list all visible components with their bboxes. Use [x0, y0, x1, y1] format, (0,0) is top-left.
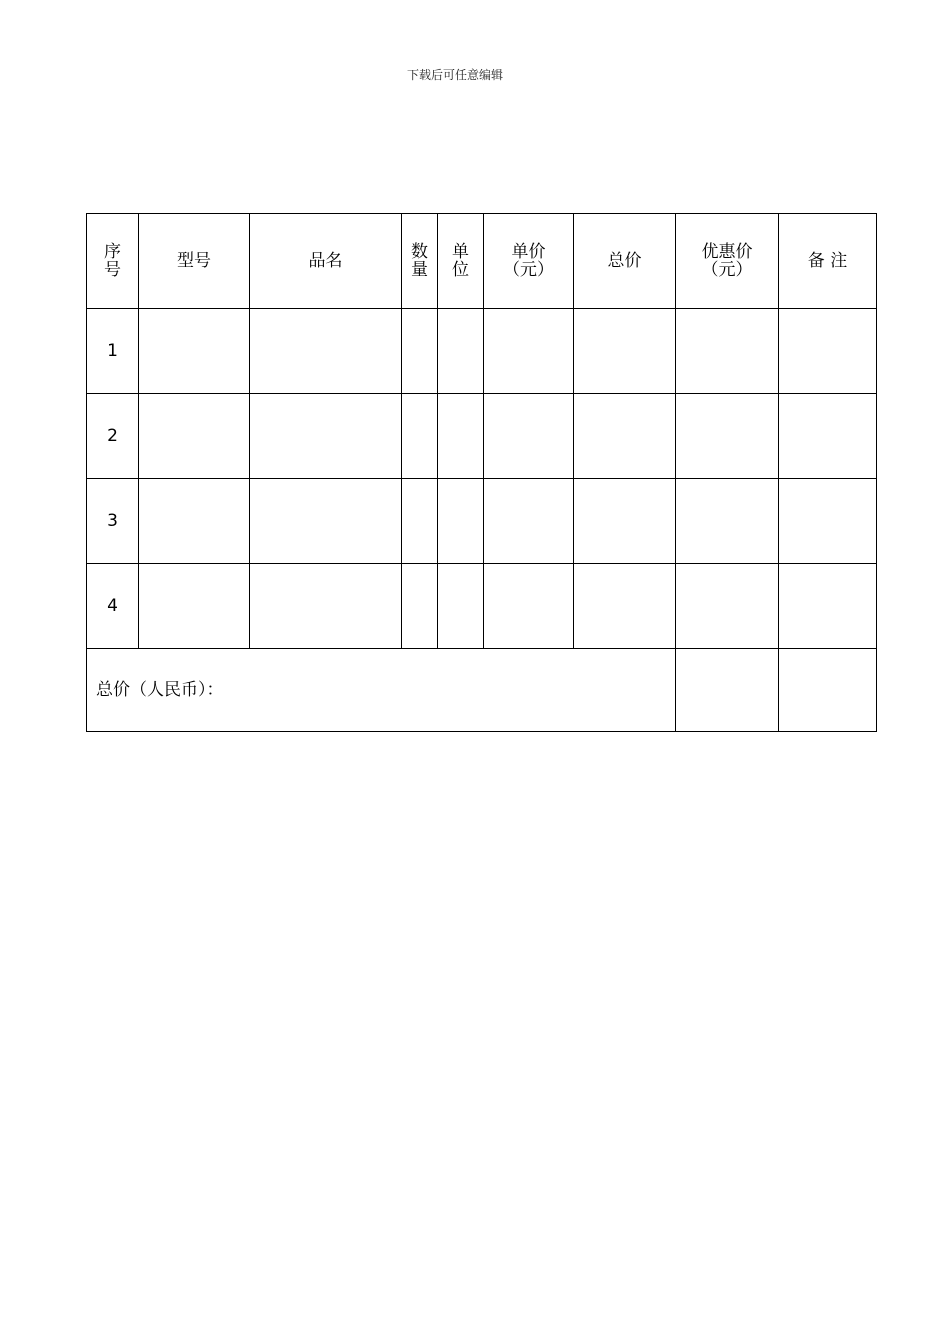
header-remarks: 备 注	[779, 214, 877, 309]
product-name-cell[interactable]	[250, 394, 402, 479]
header-model: 型号	[139, 214, 250, 309]
remarks-cell[interactable]	[779, 309, 877, 394]
product-name-cell[interactable]	[250, 564, 402, 649]
unit-cell[interactable]	[438, 479, 484, 564]
total-discount-price-cell[interactable]	[676, 649, 779, 732]
remarks-cell[interactable]	[779, 394, 877, 479]
unit-price-cell[interactable]	[484, 309, 574, 394]
discount-price-cell[interactable]	[676, 479, 779, 564]
quantity-cell[interactable]	[402, 309, 438, 394]
table-row	[87, 479, 877, 564]
header-note: 下载后可任意编辑	[406, 68, 503, 82]
header-total-price: 总价	[574, 214, 676, 309]
total-price-cell[interactable]	[574, 564, 676, 649]
row-index: 1	[87, 309, 139, 394]
unit-price-cell[interactable]	[484, 564, 574, 649]
quotation-table	[86, 213, 877, 732]
quantity-cell[interactable]	[402, 394, 438, 479]
discount-price-cell[interactable]	[676, 564, 779, 649]
model-cell[interactable]	[139, 479, 250, 564]
quantity-cell[interactable]	[402, 479, 438, 564]
model-cell[interactable]	[139, 564, 250, 649]
row-index: 3	[87, 479, 139, 564]
total-price-cell[interactable]	[574, 479, 676, 564]
discount-price-cell[interactable]	[676, 394, 779, 479]
product-name-cell[interactable]	[250, 309, 402, 394]
table-row	[87, 394, 877, 479]
model-cell[interactable]	[139, 309, 250, 394]
table-row	[87, 309, 877, 394]
table-row	[87, 564, 877, 649]
header-quantity: 数 量	[402, 214, 438, 309]
header-discount-price: 优惠价 （元）	[676, 214, 779, 309]
header-product-name: 品名	[250, 214, 402, 309]
header-unit-price: 单价 （元）	[484, 214, 574, 309]
remarks-cell[interactable]	[779, 564, 877, 649]
quantity-cell[interactable]	[402, 564, 438, 649]
product-name-cell[interactable]	[250, 479, 402, 564]
total-rmb-label: 总价（人民币）：	[87, 649, 676, 732]
unit-cell[interactable]	[438, 394, 484, 479]
header-unit: 单 位	[438, 214, 484, 309]
unit-cell[interactable]	[438, 564, 484, 649]
row-index: 4	[87, 564, 139, 649]
unit-price-cell[interactable]	[484, 394, 574, 479]
remarks-cell[interactable]	[779, 479, 877, 564]
row-index: 2	[87, 394, 139, 479]
total-price-cell[interactable]	[574, 309, 676, 394]
model-cell[interactable]	[139, 394, 250, 479]
total-price-cell[interactable]	[574, 394, 676, 479]
total-row	[87, 649, 877, 732]
table-header-row	[87, 214, 877, 309]
header-serial-number: 序 号	[87, 214, 139, 309]
unit-cell[interactable]	[438, 309, 484, 394]
discount-price-cell[interactable]	[676, 309, 779, 394]
total-remarks-cell[interactable]	[779, 649, 877, 732]
unit-price-cell[interactable]	[484, 479, 574, 564]
